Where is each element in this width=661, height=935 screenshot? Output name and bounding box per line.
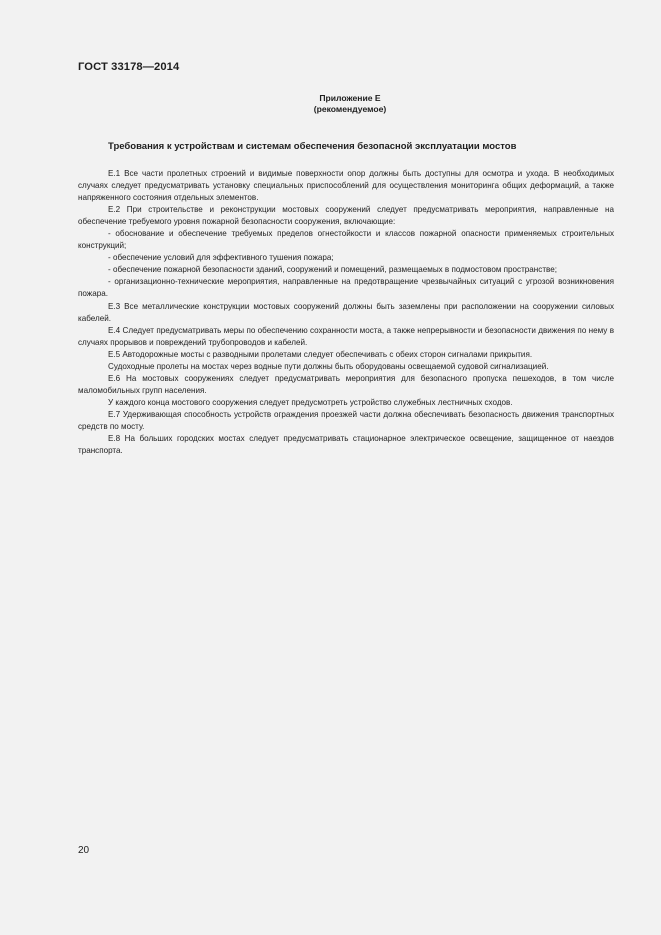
paragraph-e8: Е.8 На больших городских мостах следует предусматривать стационарное электрическое освещение, защищенное от наездов транспорта. [78,434,614,456]
list-item: - организационно-технические мероприятия, направленные на предотвращение чрезвычайных ситуаций с угрозой возникновения пожара. [78,277,614,299]
paragraph-e6-stairs: У каждого конца мостового сооружения следует предусмотреть устройство служебных лестничных сходов. [108,397,513,407]
paragraph-e1: Е.1 Все части пролетных строений и видимые поверхности опор должны быть доступны для осмотра и ухода. В необходимых случаях следует предусматривать установку специальных приспособлений для осуществления мониторинга общих деформаций, а также напряженного состояния отдельных элементов. [78,169,614,203]
paragraph-e6: Е.6 На мостовых сооружениях следует предусматривать мероприятия для безопасного пропуска пешеходов, в том числе маломобильных групп населения. [78,373,614,395]
paragraph-e7: Е.7 Удерживающая способность устройств ограждения проезжей части должна обеспечивать безопасность движения транспортных средств по мосту. [78,409,614,431]
document-header: ГОСТ 33178—2014 [78,61,180,73]
paragraph-e2: Е.2 При строительстве и реконструкции мостовых сооружений следует предусматривать мероприятия, направленные на обеспечение требуемого уровня пожарной безопасности сооружения, включающие: [78,205,614,227]
section-title: Требования к устройствам и системам обеспечения безопасной эксплуатации мостов [108,141,517,152]
appendix-subtitle: (рекомендуемое) [313,104,387,114]
document-body [78,168,614,457]
appendix-title: Приложение Е [319,93,381,103]
list-item: - обоснование и обеспечение требуемых пределов огнестойкости и классов пожарной опасности применяемых строительных конструкций; [78,229,614,251]
list-item: - обеспечение условий для эффективного тушения пожара; [108,253,334,263]
paragraph-e5-navigation: Судоходные пролеты на мостах через водные пути должны быть оборудованы освещаемой судовой сигнализацией. [108,361,549,371]
paragraph-e3: Е.3 Все металлические конструкции мостовых сооружений должны быть заземлены при расположении на сооружении силовых кабелей. [78,301,614,323]
paragraph-e5: Е.5 Автодорожные мосты с разводными пролетами следует обеспечивать с обеих сторон сигналами прикрытия. [108,349,533,359]
page-number: 20 [78,845,90,856]
paragraph-e4: Е.4 Следует предусматривать меры по обеспечению сохранности моста, а также непрерывности и безопасности движения по нему в случаях прорывов и повреждений трубопроводов и кабелей. [78,325,614,347]
appendix-heading [290,93,410,115]
list-item: - обеспечение пожарной безопасности зданий, сооружений и помещений, размещаемых в подмостовом пространстве; [108,265,557,275]
